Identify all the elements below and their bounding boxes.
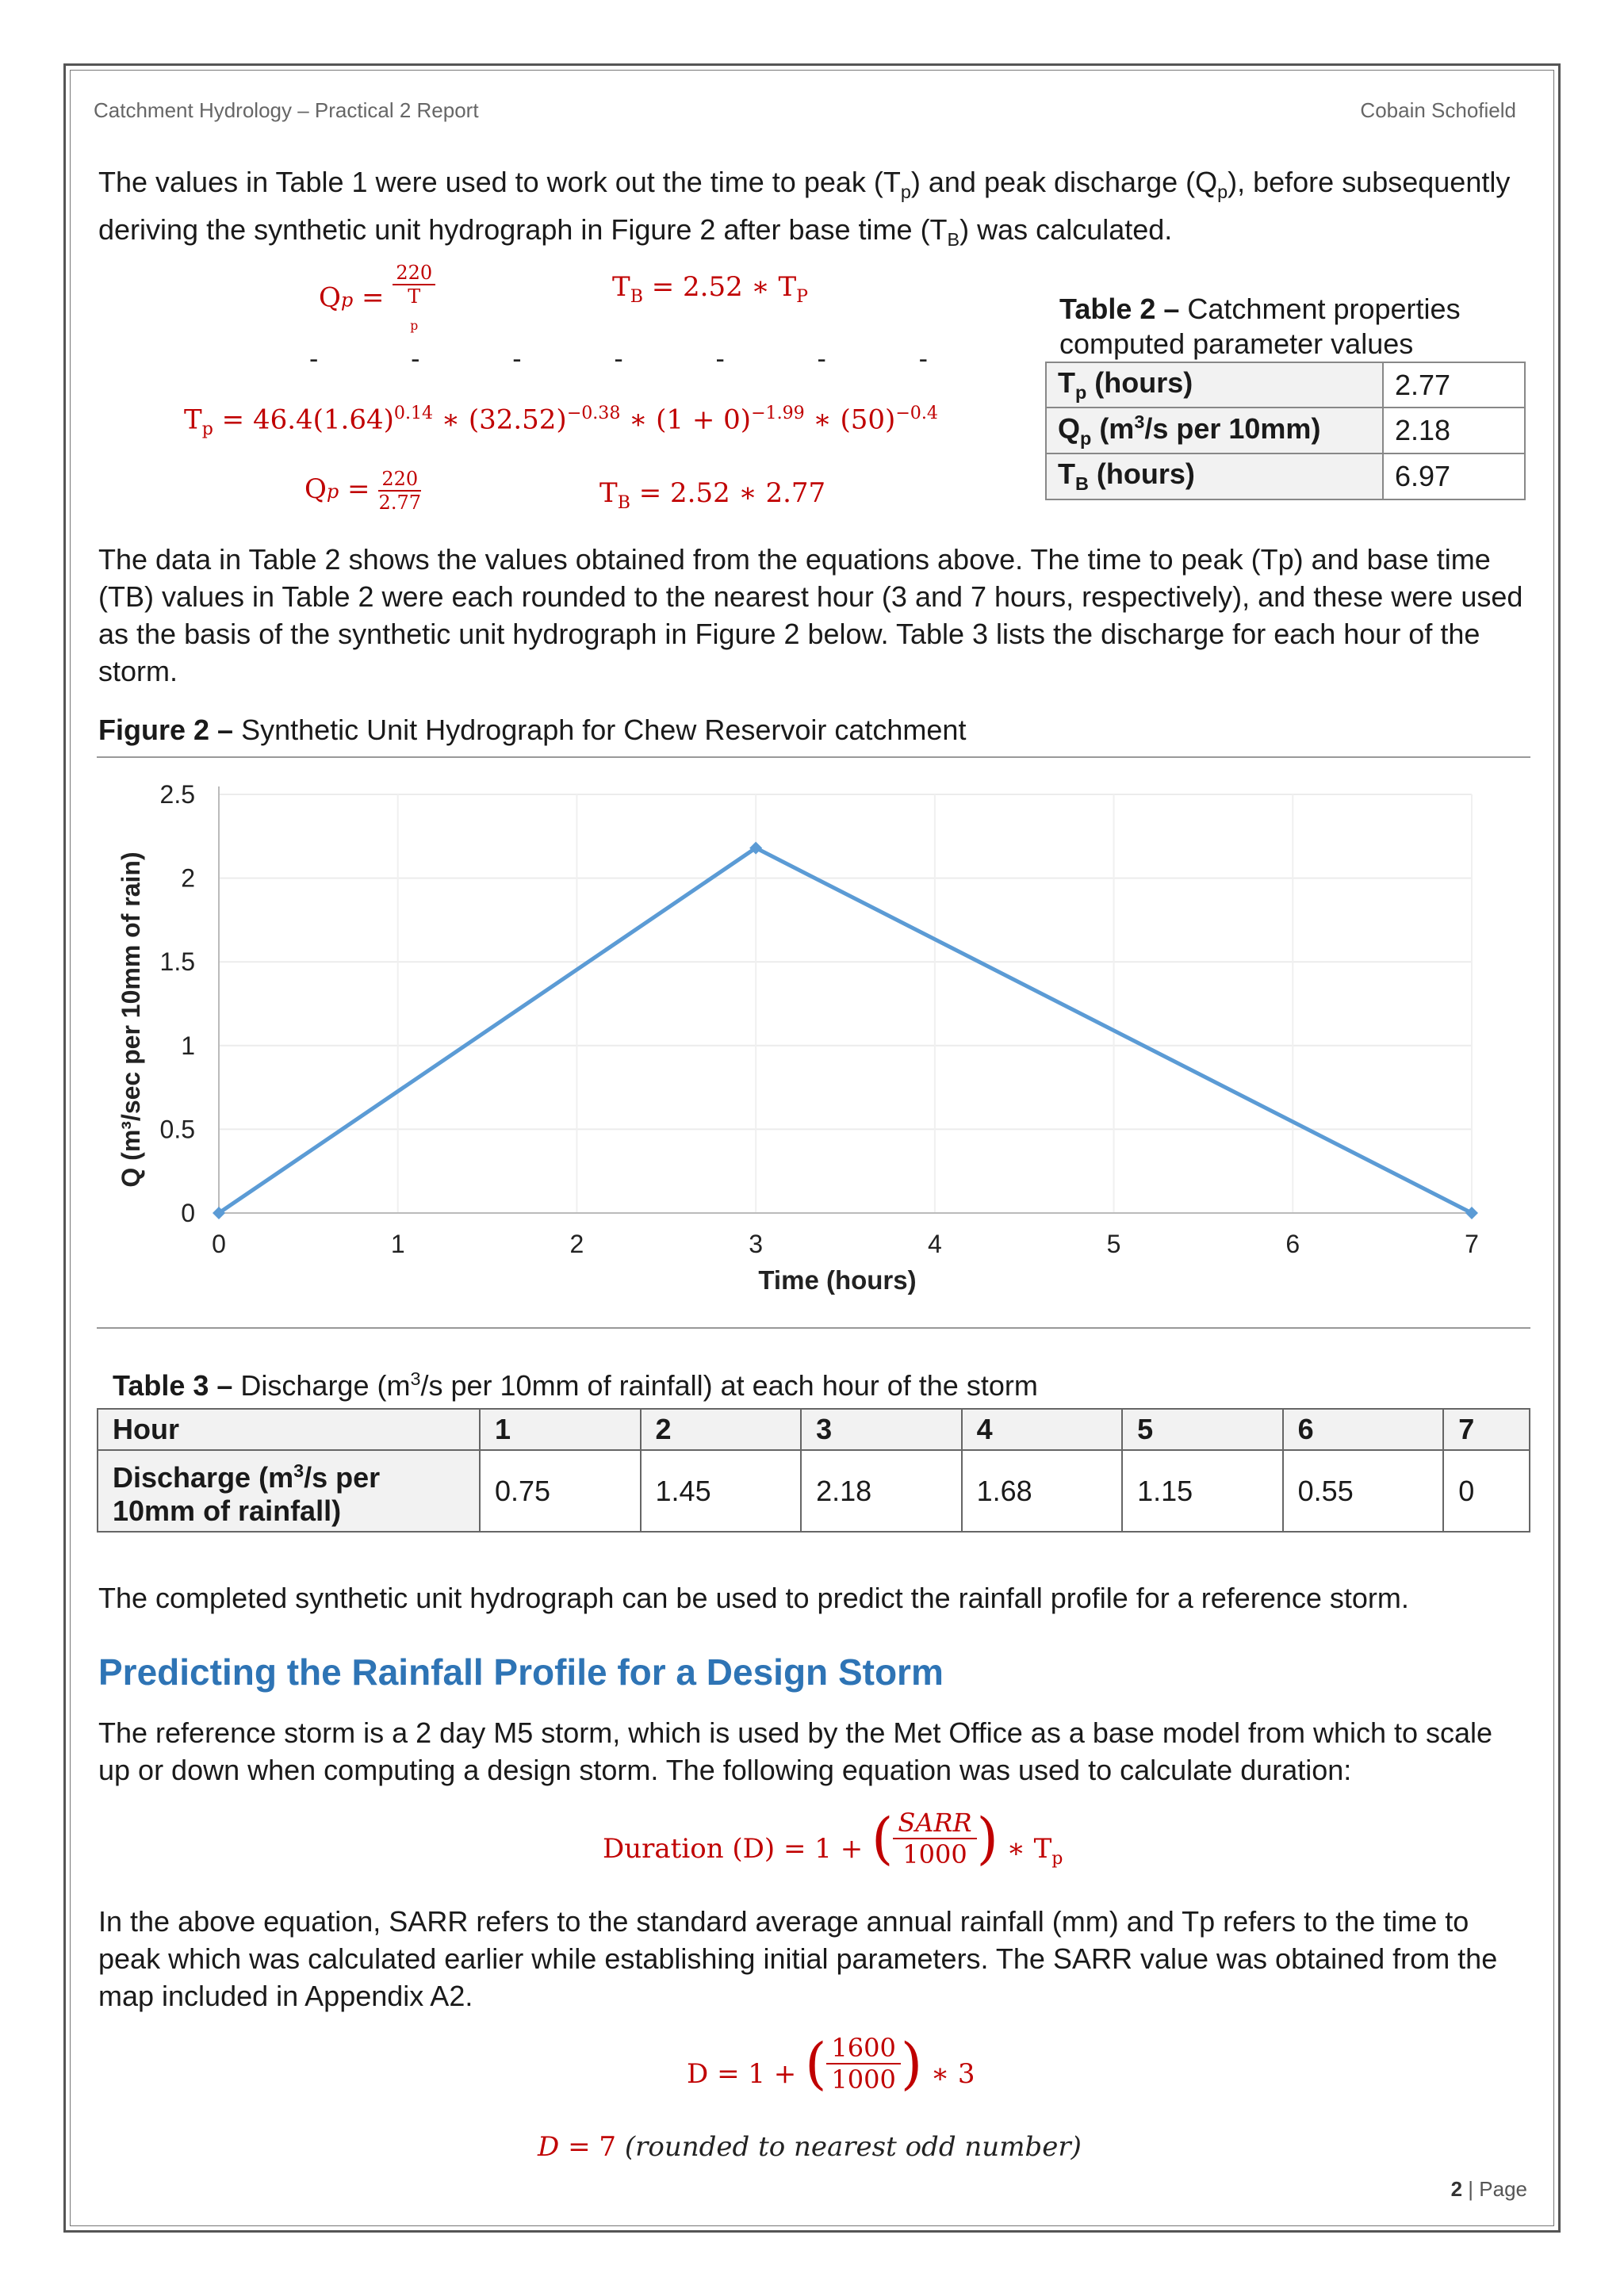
paragraph-reference-storm: The reference storm is a 2 day M5 storm, which is used by the Met Office as a base model from which to scale up or down when computing a design storm. The following equation was used to calculate duration: bbox=[98, 1716, 1493, 1786]
table-cell: 0.55 bbox=[1283, 1450, 1444, 1532]
y-tick-label: 0.5 bbox=[159, 1115, 195, 1144]
paragraph-sarr: In the above equation, SARR refers to the standard average annual rainfall (mm) and Tp refers to the time to peak which was calculated earlier while establishing initial parameters. The SARR value was obtained from the map included in Appendix A2. bbox=[98, 1905, 1498, 2012]
table-header-cell: 7 bbox=[1443, 1409, 1530, 1450]
header-right: Cobain Schofield bbox=[1360, 98, 1516, 122]
x-tick-label: 0 bbox=[212, 1230, 226, 1258]
y-tick-label: 1 bbox=[181, 1031, 195, 1060]
y-tick-label: 1.5 bbox=[159, 947, 195, 977]
table-cell: 6.97 bbox=[1383, 453, 1525, 499]
x-tick-label: 7 bbox=[1465, 1230, 1479, 1258]
figure-bottom-rule bbox=[97, 1327, 1530, 1329]
table-3 bbox=[97, 1408, 1530, 1533]
table-header-cell: 4 bbox=[962, 1409, 1123, 1450]
table-header-cell: Hour bbox=[98, 1409, 480, 1450]
intro-paragraph: The values in Table 1 were used to work out the time to peak $(T_p)$ and peak discharge $(Q_p)$, before subsequently deriving the synthetic unit hydrograph in Figure 2 after base time $(T_B)$ was calculated. bbox=[98, 166, 1511, 251]
table-cell: 1.45 bbox=[641, 1450, 802, 1532]
y-axis-title: Q (m³/sec per 10mm of rain) bbox=[117, 851, 145, 1188]
series-line bbox=[219, 848, 1472, 1213]
hydrograph-chart bbox=[0, 761, 1624, 1348]
y-tick-label: 2 bbox=[181, 863, 195, 893]
page-number: 2 | Page bbox=[1450, 2177, 1527, 2201]
table3-caption: Table 3 – Discharge ($m^3/s$ per 10mm of rainfall) at each hour of the storm bbox=[113, 1368, 1038, 1402]
table-cell: 0.75 bbox=[480, 1450, 641, 1532]
table2-caption: Table 2 – Catchment properties computed parameter values bbox=[1059, 293, 1461, 360]
table-header-cell: 3 bbox=[801, 1409, 962, 1450]
x-tick-label: 1 bbox=[390, 1230, 405, 1258]
table-cell: 2.18 bbox=[1383, 408, 1525, 453]
x-tick-label: 2 bbox=[569, 1230, 584, 1258]
equation-qp-value: Qp = $\frac{220}{2.77}$ bbox=[304, 468, 421, 514]
figure-top-rule bbox=[97, 756, 1530, 758]
table-cell: $Q_p$ ($m^3/s$ per 10mm) bbox=[1046, 408, 1383, 453]
equation-tp: $T_p = 46.4(1.64)^{0.14}$ ∗ $(32.52)^{-0.38}$ ∗ $(1 + 0)^{-1.99}$ ∗ $(50)^{-0.4}$ bbox=[184, 403, 938, 440]
table-cell: 2.77 bbox=[1383, 362, 1525, 408]
table-cell: 1.15 bbox=[1122, 1450, 1283, 1532]
x-tick-label: 6 bbox=[1285, 1230, 1300, 1258]
table-row-label: Discharge ($m^3/s$ per 10mm of rainfall) bbox=[98, 1450, 480, 1532]
section-heading: Predicting the Rainfall Profile for a Design Storm bbox=[98, 1651, 944, 1693]
table-header-cell: 2 bbox=[641, 1409, 802, 1450]
table-row bbox=[1046, 408, 1525, 453]
equation-duration: Duration (D) = 1 + ( $\frac{\text{SARR}}{1000}$ ) ∗ $T_p$ bbox=[603, 1806, 1063, 1871]
table-header-row bbox=[98, 1409, 1530, 1450]
equation-tb: $T_B = 2.52$ ∗ $T_P$ bbox=[612, 271, 809, 307]
table-row bbox=[1046, 362, 1525, 408]
paragraph-completed: The completed synthetic unit hydrograph can be used to predict the rainfall profile for a reference storm. bbox=[98, 1582, 1409, 1614]
equation-tb-value: $T_B = 2.52$ ∗ 2.77 bbox=[599, 477, 826, 513]
table-header-cell: 5 bbox=[1122, 1409, 1283, 1450]
table-cell: 0 bbox=[1443, 1450, 1530, 1532]
header-left: Catchment Hydrology – Practical 2 Report bbox=[94, 98, 479, 122]
x-tick-label: 3 bbox=[749, 1230, 764, 1258]
y-tick-label: 0 bbox=[181, 1199, 195, 1227]
paragraph-table2-description: The data in Table 2 shows the values obtained from the equations above. The time to peak (Tp) and base time (TB) values in Table 2 were each rounded to the nearest hour (3 and 7 hours, respectively), and these were used as the basis of the synthetic unit hydrograph in Figure 2 below. Table 3 lists the discharge for each hour of the storm. bbox=[98, 543, 1523, 687]
figure2-caption: Figure 2 – Synthetic Unit Hydrograph for Chew Reservoir catchment bbox=[98, 714, 967, 746]
table-cell: $T_p$ (hours) bbox=[1046, 362, 1383, 408]
table-cell: $T_B$ (hours) bbox=[1046, 453, 1383, 499]
table-cell: 1.68 bbox=[962, 1450, 1123, 1532]
equation-d-result: D = 7 (rounded to nearest odd number) bbox=[538, 2131, 1082, 2163]
table-row bbox=[1046, 453, 1525, 499]
table-row bbox=[98, 1450, 1530, 1532]
table-header-cell: 1 bbox=[480, 1409, 641, 1450]
x-axis-title: Time (hours) bbox=[758, 1265, 917, 1295]
table-cell: 2.18 bbox=[801, 1450, 962, 1532]
x-tick-label: 4 bbox=[927, 1230, 942, 1258]
x-tick-label: 5 bbox=[1106, 1230, 1121, 1258]
dash-separator: - - - - - - - bbox=[309, 344, 928, 374]
equation-qp: Qp = 220 T $_p$ bbox=[319, 262, 435, 337]
equation-d-calc: D = 1 + ( $\frac{1600}{1000}$ ) ∗ 3 bbox=[687, 2031, 975, 2096]
table-header-cell: 6 bbox=[1283, 1409, 1444, 1450]
table-2 bbox=[1045, 362, 1526, 500]
y-tick-label: 2.5 bbox=[159, 780, 195, 809]
